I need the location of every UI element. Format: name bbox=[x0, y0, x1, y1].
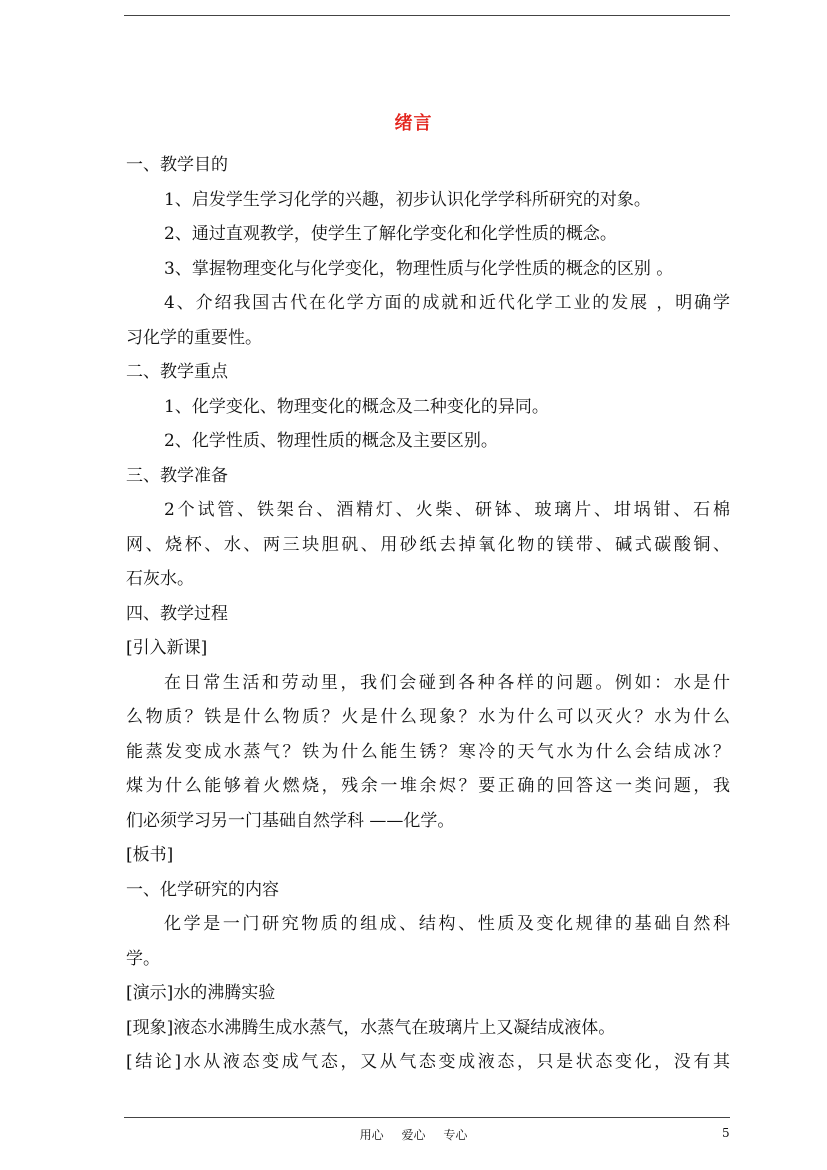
text-line: 三、教学准备 bbox=[126, 465, 228, 486]
text-line: [板书] bbox=[126, 845, 174, 865]
document-body bbox=[126, 148, 730, 1080]
text-line: 习化学的重要性。 bbox=[126, 327, 262, 348]
footer-rule bbox=[124, 1117, 730, 1118]
text-line: 一、教学目的 bbox=[126, 155, 228, 175]
text-line: [演示]水的沸腾实验 bbox=[126, 983, 276, 1003]
text-line: 在日常生活和劳动里，我们会碰到各种各样的问题。例如：水是什 bbox=[164, 672, 730, 693]
text-line: 2、化学性质、物理性质的概念及主要区别。 bbox=[164, 431, 498, 451]
text-line: 煤为什么能够着火燃烧，残余一堆余烬？要正确的回答这一类问题，我 bbox=[126, 776, 730, 796]
text-line: 石灰水。 bbox=[126, 569, 194, 589]
footer-item: 爱心 bbox=[401, 1128, 426, 1142]
text-line: 1、化学变化、物理变化的概念及二种变化的异同。 bbox=[164, 396, 549, 417]
text-line: 3、掌握物理变化与化学变化，物理性质与化学性质的概念的区别 。 bbox=[164, 258, 674, 279]
text-line: 一、化学研究的内容 bbox=[126, 879, 279, 900]
text-line: [引入新课] bbox=[126, 638, 208, 658]
text-line: 四、教学过程 bbox=[126, 603, 228, 624]
footer-motto bbox=[0, 1126, 827, 1143]
text-line: 2、通过直观教学，使学生了解化学变化和化学性质的概念。 bbox=[164, 224, 617, 244]
text-line: 4、介绍我国古代在化学方面的成就和近代化学工业的发展 ，明确学 bbox=[164, 293, 730, 313]
footer-item: 专心 bbox=[443, 1128, 468, 1142]
page-number: 5 bbox=[722, 1126, 730, 1140]
document-title: 绪言 bbox=[394, 113, 433, 134]
text-line: 1、启发学生学习化学的兴趣，初步认识化学学科所研究的对象。 bbox=[164, 189, 651, 210]
text-line: [结论]水从液态变成气态，又从气态变成液态，只是状态变化，没有其 bbox=[126, 1052, 730, 1072]
text-line: [现象]液态水沸腾生成水蒸气，水蒸气在玻璃片上又凝结成液体。 bbox=[126, 1017, 616, 1038]
text-line: 能蒸发变成水蒸气？铁为什么能生锈？寒冷的天气水为什么会结成冰？ bbox=[126, 741, 730, 762]
footer-item: 用心 bbox=[359, 1128, 384, 1142]
text-line: 学。 bbox=[126, 948, 160, 969]
text-line: 2个试管、铁架台、酒精灯、火柴、研钵、玻璃片、坩埚钳、石棉 bbox=[164, 500, 730, 520]
text-line: 网、烧杯、水、两三块胆矾、用砂纸去掉氧化物的镁带、碱式碳酸铜、 bbox=[126, 534, 730, 555]
text-line: 么物质？铁是什么物质？火是什么现象？水为什么可以灭火？水为什么 bbox=[126, 707, 730, 727]
text-line: 们必须学习另一门基础自然学科 ——化学。 bbox=[126, 810, 455, 831]
text-line: 二、教学重点 bbox=[126, 362, 228, 382]
header-rule bbox=[124, 15, 730, 16]
text-line: 化学是一门研究物质的组成、结构、性质及变化规律的基础自然科 bbox=[164, 914, 730, 934]
